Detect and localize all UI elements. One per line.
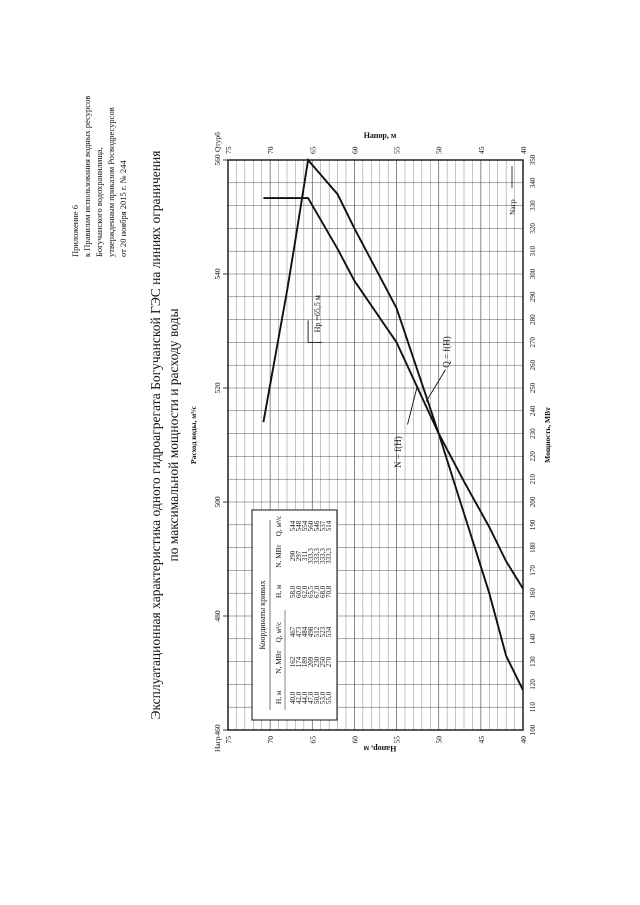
head-tick-label-right: 50 [434, 146, 444, 154]
flow-tick-label: 500 [213, 496, 222, 508]
table-cell: 40,0 [289, 691, 297, 704]
table-cell: 467 [289, 626, 297, 638]
table-cell: 53,0 [319, 691, 327, 704]
flow-axis-label: Расход воды, м³/с [189, 406, 198, 464]
table-cell: 544 [289, 520, 297, 532]
appendix-line: от 20 ноября 2015 г. № 244 [118, 160, 128, 257]
power-tick-label: 260 [529, 359, 537, 371]
table-cell: 534 [325, 626, 333, 638]
power-tick-label: 110 [529, 702, 537, 713]
power-tick-label: 340 [529, 177, 537, 189]
power-tick-label: 170 [529, 565, 537, 576]
power-tick-label: 180 [529, 542, 537, 553]
table-cell: 514 [325, 520, 333, 532]
table-cell: 250 [319, 656, 327, 668]
flow-tick-label: 540 [213, 268, 222, 280]
table-cell: 68,0 [319, 585, 327, 598]
power-axis-label: Мощность, МВт [543, 407, 552, 463]
table-header: Q, м³/с [275, 515, 283, 537]
appendix-line: Богучанского водохранилища, [94, 147, 104, 257]
head-tick-label-right: 65 [308, 146, 318, 154]
table-header: Q, м³/с [275, 621, 283, 643]
coordinates-table [252, 510, 337, 720]
chart-title: Эксплуатационная характеристика одного гидроагрегата Богучанской ГЭС на линиях ограничения [148, 150, 163, 720]
head-tick-label-left: 65 [308, 736, 318, 744]
table-cell: 560 [307, 520, 315, 532]
table-cell: 554 [301, 520, 309, 532]
head-tick-label-left: 60 [350, 736, 360, 744]
head-tick-label-right: 40 [519, 146, 528, 154]
power-tick-label: 200 [529, 496, 537, 508]
q-curve-label: Q = f(H) [441, 336, 452, 368]
flow-tick-label: 560 [213, 154, 222, 166]
table-cell: 523 [319, 626, 327, 638]
table-cell: 290 [289, 550, 297, 562]
flow-axis-end-label: Qтурб [213, 132, 222, 152]
power-tick-label: 160 [529, 587, 537, 599]
power-tick-label: 190 [529, 519, 537, 531]
power-tick-label: 310 [529, 245, 537, 257]
power-axis-end-label: Nагр [508, 199, 517, 215]
table-cell: 42,0 [295, 691, 303, 704]
head-tick-label-left: 75 [224, 736, 233, 744]
head-tick-label-left: 55 [392, 736, 402, 744]
power-tick-label: 140 [529, 633, 537, 645]
power-tick-label: 150 [529, 610, 537, 622]
power-tick-label: 250 [529, 382, 537, 394]
table-cell: 548 [295, 520, 303, 532]
table-cell: 174 [295, 656, 303, 668]
head-tick-label-left: 50 [434, 736, 444, 744]
head-tick-label-left: 40 [519, 736, 528, 744]
head-tick-label-right: 70 [266, 146, 276, 154]
power-tick-label: 240 [529, 405, 537, 417]
n-leader [408, 388, 417, 424]
power-tick-label: 330 [529, 200, 537, 211]
table-cell: 67,0 [313, 585, 321, 598]
chart-subtitle: по максимальной мощности и расходу воды [166, 308, 181, 562]
head-tick-label-left: 70 [266, 736, 276, 744]
power-tick-label: 350 [529, 154, 537, 166]
table-cell: 484 [301, 626, 309, 638]
head-tick-label-right: 75 [224, 146, 233, 154]
power-tick-label: 210 [529, 473, 537, 485]
power-tick-label: 280 [529, 314, 537, 325]
appendix-line: Приложение 6 [70, 205, 80, 257]
hp-label: Hр =65,5 м [313, 295, 323, 333]
table-cell: 58,0 [289, 585, 297, 598]
flow-tick-label: 520 [213, 382, 222, 394]
head-tick-label-right: 45 [476, 146, 486, 154]
table-cell: 546 [313, 520, 321, 532]
flow-tick-label: 480 [213, 610, 222, 622]
power-tick-label: 220 [529, 451, 537, 462]
table-title: Координаты кривых [258, 580, 267, 650]
flow-tick-label: 460 [213, 724, 222, 736]
power-tick-label: 120 [529, 679, 537, 690]
appendix-line: утвержденным приказом Росводресурсов [106, 107, 116, 257]
table-cell: 537 [319, 520, 327, 532]
appendix-line: к Правилам использования водных ресурсов [82, 95, 92, 257]
table-cell: 297 [295, 550, 303, 562]
head-tick-label-left: 45 [476, 736, 486, 744]
head-axis-label-left: Напор, м [363, 744, 397, 753]
power-tick-label: 270 [529, 337, 537, 348]
table-cell: 270 [325, 656, 333, 668]
table-cell: 333,3 [325, 548, 333, 564]
head-tick-label-right: 55 [392, 146, 402, 154]
table-cell: 50,0 [313, 691, 321, 704]
table-header: N, МВт [275, 544, 283, 568]
power-tick-label: 300 [529, 268, 537, 280]
table-header: N, МВт [275, 650, 283, 674]
q-leader [426, 370, 445, 402]
head-axis-end-label: Нагр [213, 736, 222, 752]
power-tick-label: 290 [529, 291, 537, 303]
n-curve-label: N = f(H) [392, 436, 403, 468]
power-tick-label: 100 [529, 724, 537, 736]
power-tick-label: 320 [529, 223, 537, 234]
table-cell: 333,3 [307, 548, 315, 564]
appendix-block [70, 96, 128, 257]
table-cell: 55,0 [325, 691, 333, 704]
table-cell: 162 [289, 656, 297, 668]
table-cell: 65,5 [307, 585, 315, 598]
table-cell: 512 [313, 626, 321, 638]
table-cell: 70,8 [325, 585, 333, 598]
table-cell: 209 [307, 656, 315, 668]
head-axis-label-right: Напор, м [363, 131, 397, 140]
table-cell: 230 [313, 656, 321, 668]
table-header: H, м [275, 584, 283, 598]
head-tick-label-right: 60 [350, 146, 360, 154]
table-cell: 60,0 [295, 585, 303, 598]
table-cell: 333,3 [313, 548, 321, 564]
table-cell: 498 [307, 626, 315, 638]
power-tick-label: 130 [529, 656, 537, 667]
table-cell: 62,0 [301, 585, 309, 598]
table-cell: 189 [301, 656, 309, 668]
table-cell: 473 [295, 626, 303, 638]
table-cell: 44,0 [301, 691, 309, 704]
table-cell: 47,0 [307, 691, 315, 704]
table-header: H, м [275, 690, 283, 704]
table-cell: 311 [301, 550, 309, 562]
power-tick-label: 230 [529, 428, 537, 439]
table-cell: 333,3 [319, 548, 327, 564]
